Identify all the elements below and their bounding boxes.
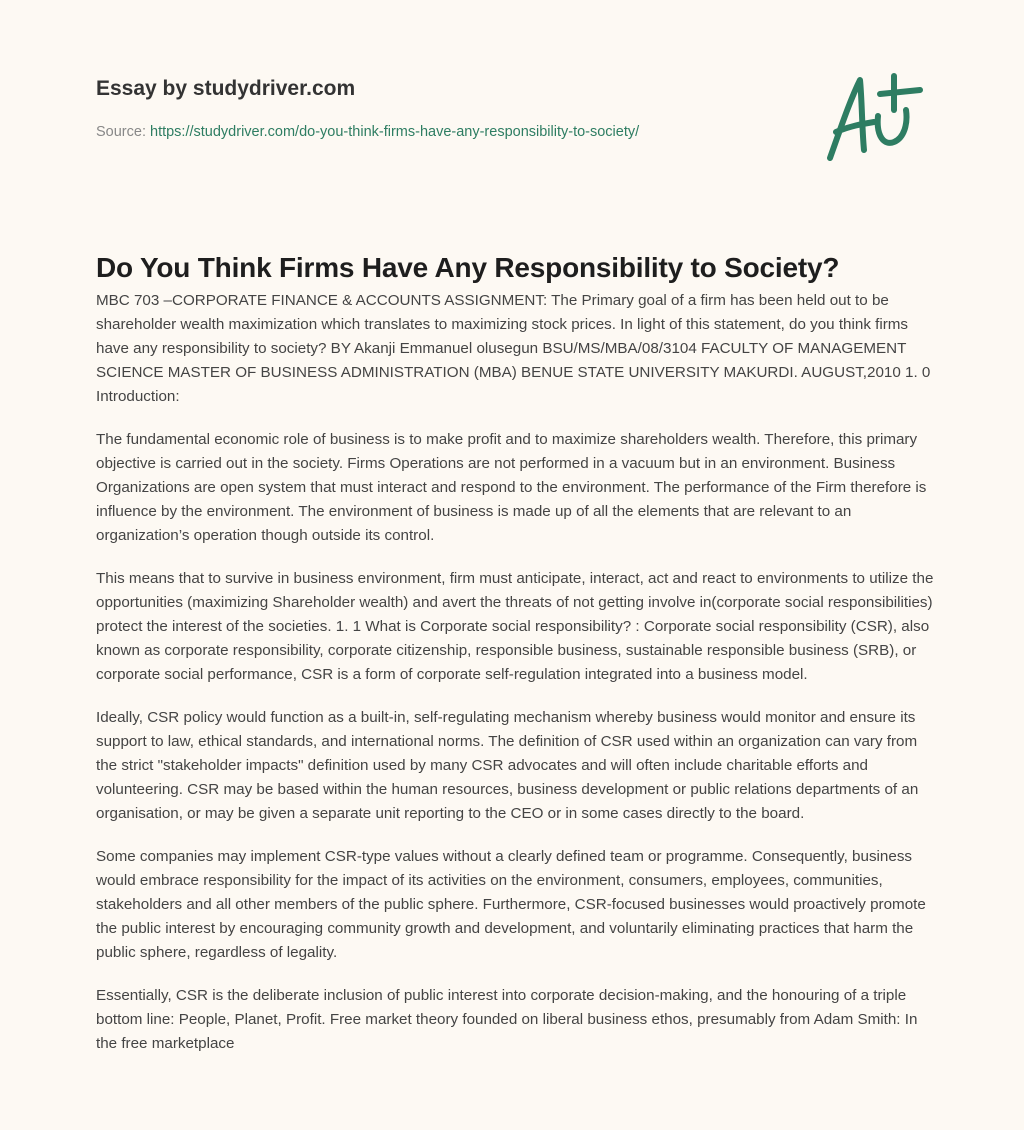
- a-plus-logo-icon: [822, 70, 932, 165]
- site-title: Essay by studydriver.com: [96, 77, 356, 100]
- article-title: Do You Think Firms Have Any Responsibility to Society?: [96, 252, 840, 283]
- paragraph: Some companies may implement CSR-type values without a clearly defined team or programme. Consequently, business would embrace responsibility for the impact of its activities on the environment, consumers, employees, communities, stakeholders and all other members of the public sphere. Furthermore, CSR-focused businesses would proactively promote the public interest by encouraging community growth and development, and voluntarily eliminating practices that harm the public sphere, regardless of legality.: [96, 848, 926, 961]
- source-label: Source:: [96, 124, 150, 140]
- source-line: [96, 124, 639, 140]
- paragraph: This means that to survive in business environment, firm must anticipate, interact, act and react to environments to utilize the opportunities (maximizing Shareholder wealth) and avert the threats of not getting involve in(corporate social responsibilities) protect the interest of the societies. 1. 1 What is Corporate social responsibility? : Corporate social responsibility (CSR), also known as corporate responsibility, corporate citizenship, responsible business, sustainable responsible business (SRB), or corporate social performance, CSR is a form of corporate self-regulation integrated into a business model.: [96, 570, 934, 683]
- source-link[interactable]: https://studydriver.com/do-you-think-firms-have-any-responsibility-to-society/: [150, 124, 640, 140]
- article-body: [96, 289, 936, 1075]
- paragraph: MBC 703 –CORPORATE FINANCE & ACCOUNTS ASSIGNMENT: The Primary goal of a firm has been held out to be shareholder wealth maximization which translates to maximizing stock prices. In light of this statement, do you think firms have any responsibility to society? BY Akanji Emmanuel olusegun BSU/MS/MBA/08/3104 FACULTY OF MANAGEMENT SCIENCE MASTER OF BUSINESS ADMINISTRATION (MBA) BENUE STATE UNIVERSITY MAKURDI. AUGUST,2010 1. 0 Introduction:: [96, 292, 931, 405]
- paragraph: Ideally, CSR policy would function as a built-in, self-regulating mechanism whereby business would monitor and ensure its support to law, ethical standards, and international norms. The definition of CSR used within an organization can vary from the strict "stakeholder impacts" definition used by many CSR advocates and will often include charitable efforts and volunteering. CSR may be based within the human resources, business development or public relations departments of an organisation, or may be given a separate unit reporting to the CEO or in some cases directly to the board.: [96, 709, 919, 822]
- paragraph: Essentially, CSR is the deliberate inclusion of public interest into corporate decision-making, and the honouring of a triple bottom line: People, Planet, Profit. Free market theory founded on liberal business ethos, presumably from Adam Smith: In the free marketplace: [96, 987, 918, 1052]
- paragraph: The fundamental economic role of business is to make profit and to maximize shareholders wealth. Therefore, this primary objective is carried out in the society. Firms Operations are not performed in a vacuum but in an environment. Business Organizations are open system that must interact and respond to the environment. The performance of the Firm therefore is influence by the environment. The environment of business is made up of all the elements that are relevant to an organization’s operation though outside its control.: [96, 431, 927, 544]
